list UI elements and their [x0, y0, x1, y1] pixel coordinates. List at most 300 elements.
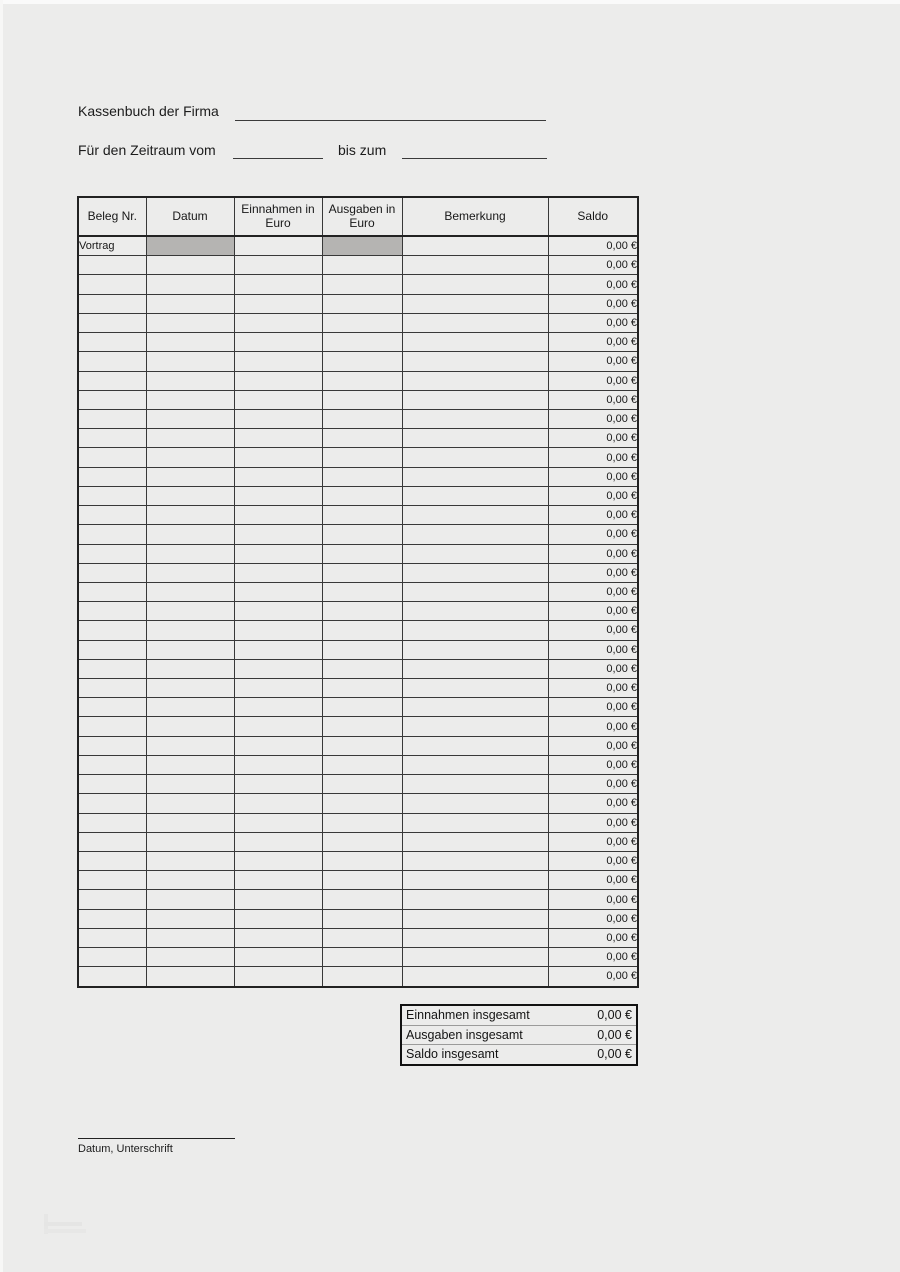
- table-row: [78, 832, 638, 851]
- cell-bemerkung: [402, 506, 548, 525]
- cell-bemerkung: [402, 602, 548, 621]
- cell-saldo: 0,00 €: [548, 602, 638, 621]
- cell-einnahmen: [234, 544, 322, 563]
- table-row: [78, 698, 638, 717]
- cell-datum: [146, 602, 234, 621]
- cell-datum: [146, 390, 234, 409]
- cell-einnahmen: [234, 967, 322, 987]
- cell-bemerkung: [402, 544, 548, 563]
- table-row: [78, 928, 638, 947]
- cell-einnahmen: [234, 698, 322, 717]
- cell-datum: [146, 948, 234, 967]
- totals-row-saldo: [402, 1045, 636, 1064]
- table-row: [78, 294, 638, 313]
- cell-einnahmen: [234, 448, 322, 467]
- cell-datum: [146, 890, 234, 909]
- cell-saldo: 0,00 €: [548, 371, 638, 390]
- cell-datum: [146, 563, 234, 582]
- cell-datum: [146, 582, 234, 601]
- cell-datum: [146, 621, 234, 640]
- cell-saldo: 0,00 €: [548, 409, 638, 428]
- cell-datum: [146, 333, 234, 352]
- cell-ausgaben: [322, 659, 402, 678]
- cell-bemerkung: [402, 852, 548, 871]
- cell-einnahmen: [234, 371, 322, 390]
- cell-einnahmen: [234, 333, 322, 352]
- table-row: [78, 448, 638, 467]
- cell-einnahmen: [234, 256, 322, 275]
- cell-saldo: 0,00 €: [548, 448, 638, 467]
- cell-einnahmen: [234, 390, 322, 409]
- cell-einnahmen: [234, 928, 322, 947]
- table-row: [78, 525, 638, 544]
- cell-bemerkung: [402, 736, 548, 755]
- cell-saldo: 0,00 €: [548, 736, 638, 755]
- cell-beleg-nr: [78, 544, 146, 563]
- cell-einnahmen: [234, 659, 322, 678]
- totals-value: 0,00 €: [597, 1027, 632, 1042]
- totals-box: [400, 1004, 638, 1066]
- cell-ausgaben: [322, 582, 402, 601]
- table-row: [78, 409, 638, 428]
- header-einnahmen: Einnahmen in Euro: [234, 197, 322, 236]
- cell-ausgaben: [322, 852, 402, 871]
- cell-ausgaben: [322, 832, 402, 851]
- cell-ausgaben: [322, 928, 402, 947]
- cell-einnahmen: [234, 313, 322, 332]
- cell-beleg-nr: [78, 275, 146, 294]
- cell-ausgaben: [322, 871, 402, 890]
- table-row: [78, 852, 638, 871]
- cell-saldo: 0,00 €: [548, 582, 638, 601]
- cell-beleg-nr: [78, 602, 146, 621]
- cell-einnahmen: [234, 621, 322, 640]
- cell-ausgaben: [322, 294, 402, 313]
- cell-beleg-nr: [78, 390, 146, 409]
- cell-ausgaben: [322, 525, 402, 544]
- cell-saldo: 0,00 €: [548, 948, 638, 967]
- cell-datum: [146, 352, 234, 371]
- cell-bemerkung: [402, 832, 548, 851]
- cell-datum: [146, 294, 234, 313]
- period-until-label: bis zum: [338, 142, 387, 158]
- cell-saldo: 0,00 €: [548, 813, 638, 832]
- totals-label: Saldo insgesamt: [406, 1047, 499, 1062]
- cell-beleg-nr: [78, 871, 146, 890]
- cell-ausgaben: [322, 544, 402, 563]
- cell-bemerkung: [402, 525, 548, 544]
- cell-bemerkung: [402, 582, 548, 601]
- cell-bemerkung: [402, 890, 548, 909]
- totals-label: Einnahmen insgesamt: [406, 1008, 530, 1023]
- cell-datum: [146, 775, 234, 794]
- cell-ausgaben: [322, 698, 402, 717]
- cell-beleg-nr: [78, 448, 146, 467]
- cell-einnahmen: [234, 852, 322, 871]
- cell-saldo: 0,00 €: [548, 832, 638, 851]
- cell-saldo: 0,00 €: [548, 563, 638, 582]
- table-row: [78, 313, 638, 332]
- cashbook-table: [77, 196, 639, 988]
- cell-datum: [146, 236, 234, 256]
- cell-datum: [146, 467, 234, 486]
- header-saldo: Saldo: [548, 197, 638, 236]
- cell-beleg-nr: [78, 832, 146, 851]
- cell-datum: [146, 736, 234, 755]
- table-row: [78, 506, 638, 525]
- cell-datum: [146, 448, 234, 467]
- cell-saldo: 0,00 €: [548, 890, 638, 909]
- cell-saldo: 0,00 €: [548, 544, 638, 563]
- cell-ausgaben: [322, 775, 402, 794]
- cell-datum: [146, 525, 234, 544]
- cell-einnahmen: [234, 813, 322, 832]
- table-row: [78, 679, 638, 698]
- cell-einnahmen: [234, 294, 322, 313]
- cell-saldo: 0,00 €: [548, 390, 638, 409]
- cell-bemerkung: [402, 928, 548, 947]
- cell-bemerkung: [402, 948, 548, 967]
- cell-datum: [146, 256, 234, 275]
- table-row: [78, 256, 638, 275]
- table-row: [78, 909, 638, 928]
- cell-bemerkung: [402, 640, 548, 659]
- totals-row-einnahmen: [402, 1006, 636, 1026]
- cell-saldo: 0,00 €: [548, 640, 638, 659]
- header-ausgaben: Ausgaben in Euro: [322, 197, 402, 236]
- cell-bemerkung: [402, 621, 548, 640]
- scan-edge-top: [0, 0, 900, 4]
- cell-beleg-nr: [78, 371, 146, 390]
- header-datum: Datum: [146, 197, 234, 236]
- table-row: [78, 948, 638, 967]
- cell-bemerkung: [402, 333, 548, 352]
- cell-bemerkung: [402, 467, 548, 486]
- cell-bemerkung: [402, 717, 548, 736]
- cell-einnahmen: [234, 602, 322, 621]
- cell-beleg-nr: [78, 409, 146, 428]
- cell-saldo: 0,00 €: [548, 333, 638, 352]
- cell-bemerkung: [402, 967, 548, 987]
- cell-bemerkung: [402, 429, 548, 448]
- cell-beleg-nr: [78, 256, 146, 275]
- cell-saldo: 0,00 €: [548, 256, 638, 275]
- cell-ausgaben: [322, 736, 402, 755]
- cell-einnahmen: [234, 736, 322, 755]
- cell-einnahmen: [234, 486, 322, 505]
- table-row: [78, 755, 638, 774]
- cell-einnahmen: [234, 352, 322, 371]
- cell-ausgaben: [322, 333, 402, 352]
- cell-saldo: 0,00 €: [548, 659, 638, 678]
- cell-beleg-nr: [78, 852, 146, 871]
- cell-bemerkung: [402, 659, 548, 678]
- cell-ausgaben: [322, 563, 402, 582]
- cell-ausgaben: [322, 429, 402, 448]
- cell-beleg-nr: [78, 717, 146, 736]
- cell-ausgaben: [322, 755, 402, 774]
- totals-label: Ausgaben insgesamt: [406, 1027, 523, 1042]
- cell-ausgaben: [322, 621, 402, 640]
- signature-label: Datum, Unterschrift: [78, 1143, 173, 1155]
- cell-beleg-nr: [78, 313, 146, 332]
- cell-beleg-nr: [78, 890, 146, 909]
- cell-beleg-nr: [78, 506, 146, 525]
- cell-bemerkung: [402, 448, 548, 467]
- cell-bemerkung: [402, 755, 548, 774]
- cell-einnahmen: [234, 563, 322, 582]
- table-row: [78, 275, 638, 294]
- cell-ausgaben: [322, 275, 402, 294]
- period-until-blank-line: [402, 158, 547, 159]
- cell-ausgaben: [322, 602, 402, 621]
- cell-einnahmen: [234, 832, 322, 851]
- cell-saldo: 0,00 €: [548, 794, 638, 813]
- cell-beleg-nr: [78, 525, 146, 544]
- cell-ausgaben: [322, 256, 402, 275]
- signature-blank-line: [78, 1138, 235, 1139]
- cell-saldo: 0,00 €: [548, 236, 638, 256]
- cell-einnahmen: [234, 640, 322, 659]
- cell-datum: [146, 486, 234, 505]
- cell-datum: [146, 967, 234, 987]
- cell-bemerkung: [402, 313, 548, 332]
- table-row: [78, 967, 638, 987]
- totals-value: 0,00 €: [597, 1008, 632, 1023]
- cell-saldo: 0,00 €: [548, 275, 638, 294]
- cell-beleg-nr: [78, 582, 146, 601]
- cell-datum: [146, 659, 234, 678]
- cell-beleg-nr: [78, 333, 146, 352]
- cell-saldo: 0,00 €: [548, 775, 638, 794]
- table-row: [78, 621, 638, 640]
- cell-saldo: 0,00 €: [548, 313, 638, 332]
- cell-bemerkung: [402, 871, 548, 890]
- cell-bemerkung: [402, 794, 548, 813]
- cell-bemerkung: [402, 679, 548, 698]
- cell-bemerkung: [402, 563, 548, 582]
- cell-saldo: 0,00 €: [548, 852, 638, 871]
- cell-einnahmen: [234, 775, 322, 794]
- cell-ausgaben: [322, 371, 402, 390]
- cell-saldo: 0,00 €: [548, 698, 638, 717]
- cell-saldo: 0,00 €: [548, 621, 638, 640]
- cell-datum: [146, 409, 234, 428]
- cell-bemerkung: [402, 698, 548, 717]
- cell-datum: [146, 679, 234, 698]
- cell-saldo: 0,00 €: [548, 755, 638, 774]
- cell-ausgaben: [322, 717, 402, 736]
- cell-bemerkung: [402, 813, 548, 832]
- cell-saldo: 0,00 €: [548, 525, 638, 544]
- cell-saldo: 0,00 €: [548, 294, 638, 313]
- header-bemerkung: Bemerkung: [402, 197, 548, 236]
- table-row: [78, 659, 638, 678]
- cell-ausgaben: [322, 640, 402, 659]
- cell-ausgaben: [322, 948, 402, 967]
- cell-saldo: 0,00 €: [548, 871, 638, 890]
- cell-beleg-nr: [78, 775, 146, 794]
- table-row: [78, 602, 638, 621]
- cell-beleg-nr: [78, 736, 146, 755]
- table-row: [78, 352, 638, 371]
- scan-edge-left: [0, 0, 3, 1272]
- cell-saldo: 0,00 €: [548, 486, 638, 505]
- cell-bemerkung: [402, 486, 548, 505]
- cell-ausgaben: [322, 390, 402, 409]
- cell-einnahmen: [234, 429, 322, 448]
- cell-beleg-nr: [78, 967, 146, 987]
- cell-beleg-nr: [78, 486, 146, 505]
- table-row: [78, 775, 638, 794]
- cell-datum: [146, 429, 234, 448]
- cell-beleg-nr: Vortrag: [78, 236, 146, 256]
- cell-datum: [146, 832, 234, 851]
- cell-beleg-nr: [78, 467, 146, 486]
- cell-beleg-nr: [78, 794, 146, 813]
- cell-saldo: 0,00 €: [548, 352, 638, 371]
- table-row: [78, 794, 638, 813]
- cell-saldo: 0,00 €: [548, 467, 638, 486]
- cell-ausgaben: [322, 448, 402, 467]
- cell-bemerkung: [402, 294, 548, 313]
- cell-datum: [146, 640, 234, 659]
- table-row: [78, 813, 638, 832]
- cell-einnahmen: [234, 679, 322, 698]
- cell-bemerkung: [402, 390, 548, 409]
- cell-datum: [146, 928, 234, 947]
- cell-bemerkung: [402, 256, 548, 275]
- cell-ausgaben: [322, 506, 402, 525]
- cell-ausgaben: [322, 486, 402, 505]
- cell-saldo: 0,00 €: [548, 909, 638, 928]
- table-row: [78, 429, 638, 448]
- cell-bemerkung: [402, 236, 548, 256]
- cell-beleg-nr: [78, 928, 146, 947]
- cell-saldo: 0,00 €: [548, 928, 638, 947]
- cell-ausgaben: [322, 967, 402, 987]
- cell-datum: [146, 275, 234, 294]
- cell-datum: [146, 852, 234, 871]
- cell-datum: [146, 698, 234, 717]
- cell-beleg-nr: [78, 621, 146, 640]
- cell-beleg-nr: [78, 563, 146, 582]
- cell-beleg-nr: [78, 679, 146, 698]
- cell-datum: [146, 544, 234, 563]
- cell-ausgaben: [322, 352, 402, 371]
- cell-datum: [146, 871, 234, 890]
- period-from-blank-line: [233, 158, 323, 159]
- header-beleg-nr: Beleg Nr.: [78, 197, 146, 236]
- cell-beleg-nr: [78, 948, 146, 967]
- table-row: [78, 640, 638, 659]
- cell-bemerkung: [402, 409, 548, 428]
- cell-beleg-nr: [78, 659, 146, 678]
- cell-einnahmen: [234, 275, 322, 294]
- cell-beleg-nr: [78, 909, 146, 928]
- cell-datum: [146, 794, 234, 813]
- cell-bemerkung: [402, 775, 548, 794]
- cell-bemerkung: [402, 371, 548, 390]
- cell-einnahmen: [234, 890, 322, 909]
- cell-einnahmen: [234, 794, 322, 813]
- cell-datum: [146, 506, 234, 525]
- cell-einnahmen: [234, 582, 322, 601]
- cell-einnahmen: [234, 717, 322, 736]
- table-row: [78, 582, 638, 601]
- cell-saldo: 0,00 €: [548, 429, 638, 448]
- cell-einnahmen: [234, 525, 322, 544]
- table-row: [78, 333, 638, 352]
- table-row: [78, 563, 638, 582]
- cell-einnahmen: [234, 506, 322, 525]
- cashbook-table-header: [78, 197, 638, 236]
- table-row: [78, 544, 638, 563]
- cell-saldo: 0,00 €: [548, 679, 638, 698]
- table-row: [78, 890, 638, 909]
- cell-ausgaben: [322, 794, 402, 813]
- cell-saldo: 0,00 €: [548, 967, 638, 987]
- faint-watermark: [38, 1214, 93, 1236]
- table-row: [78, 486, 638, 505]
- cell-datum: [146, 371, 234, 390]
- cell-beleg-nr: [78, 698, 146, 717]
- cell-datum: [146, 313, 234, 332]
- cell-beleg-nr: [78, 352, 146, 371]
- table-row: [78, 717, 638, 736]
- cell-ausgaben: [322, 813, 402, 832]
- cell-einnahmen: [234, 236, 322, 256]
- cell-einnahmen: [234, 467, 322, 486]
- cell-einnahmen: [234, 409, 322, 428]
- cell-einnahmen: [234, 909, 322, 928]
- cell-ausgaben: [322, 313, 402, 332]
- cell-beleg-nr: [78, 813, 146, 832]
- cell-ausgaben: [322, 467, 402, 486]
- cell-bemerkung: [402, 352, 548, 371]
- cell-datum: [146, 813, 234, 832]
- table-row: [78, 736, 638, 755]
- cell-ausgaben: [322, 409, 402, 428]
- totals-value: 0,00 €: [597, 1047, 632, 1062]
- cell-saldo: 0,00 €: [548, 506, 638, 525]
- cell-saldo: 0,00 €: [548, 717, 638, 736]
- table-row-vortrag: [78, 236, 638, 256]
- totals-row-ausgaben: [402, 1026, 636, 1046]
- cell-einnahmen: [234, 871, 322, 890]
- cell-ausgaben: [322, 909, 402, 928]
- table-row: [78, 371, 638, 390]
- period-label: Für den Zeitraum vom: [78, 142, 216, 158]
- cell-bemerkung: [402, 275, 548, 294]
- cashbook-rows: [78, 236, 638, 987]
- table-row: [78, 871, 638, 890]
- cell-ausgaben: [322, 679, 402, 698]
- cell-bemerkung: [402, 909, 548, 928]
- cell-ausgaben: [322, 890, 402, 909]
- table-row: [78, 467, 638, 486]
- cell-einnahmen: [234, 948, 322, 967]
- cell-datum: [146, 717, 234, 736]
- cell-datum: [146, 755, 234, 774]
- cell-beleg-nr: [78, 755, 146, 774]
- cell-einnahmen: [234, 755, 322, 774]
- cell-beleg-nr: [78, 294, 146, 313]
- table-row: [78, 390, 638, 409]
- company-name-blank-line: [235, 120, 546, 121]
- cell-datum: [146, 909, 234, 928]
- cell-ausgaben: [322, 236, 402, 256]
